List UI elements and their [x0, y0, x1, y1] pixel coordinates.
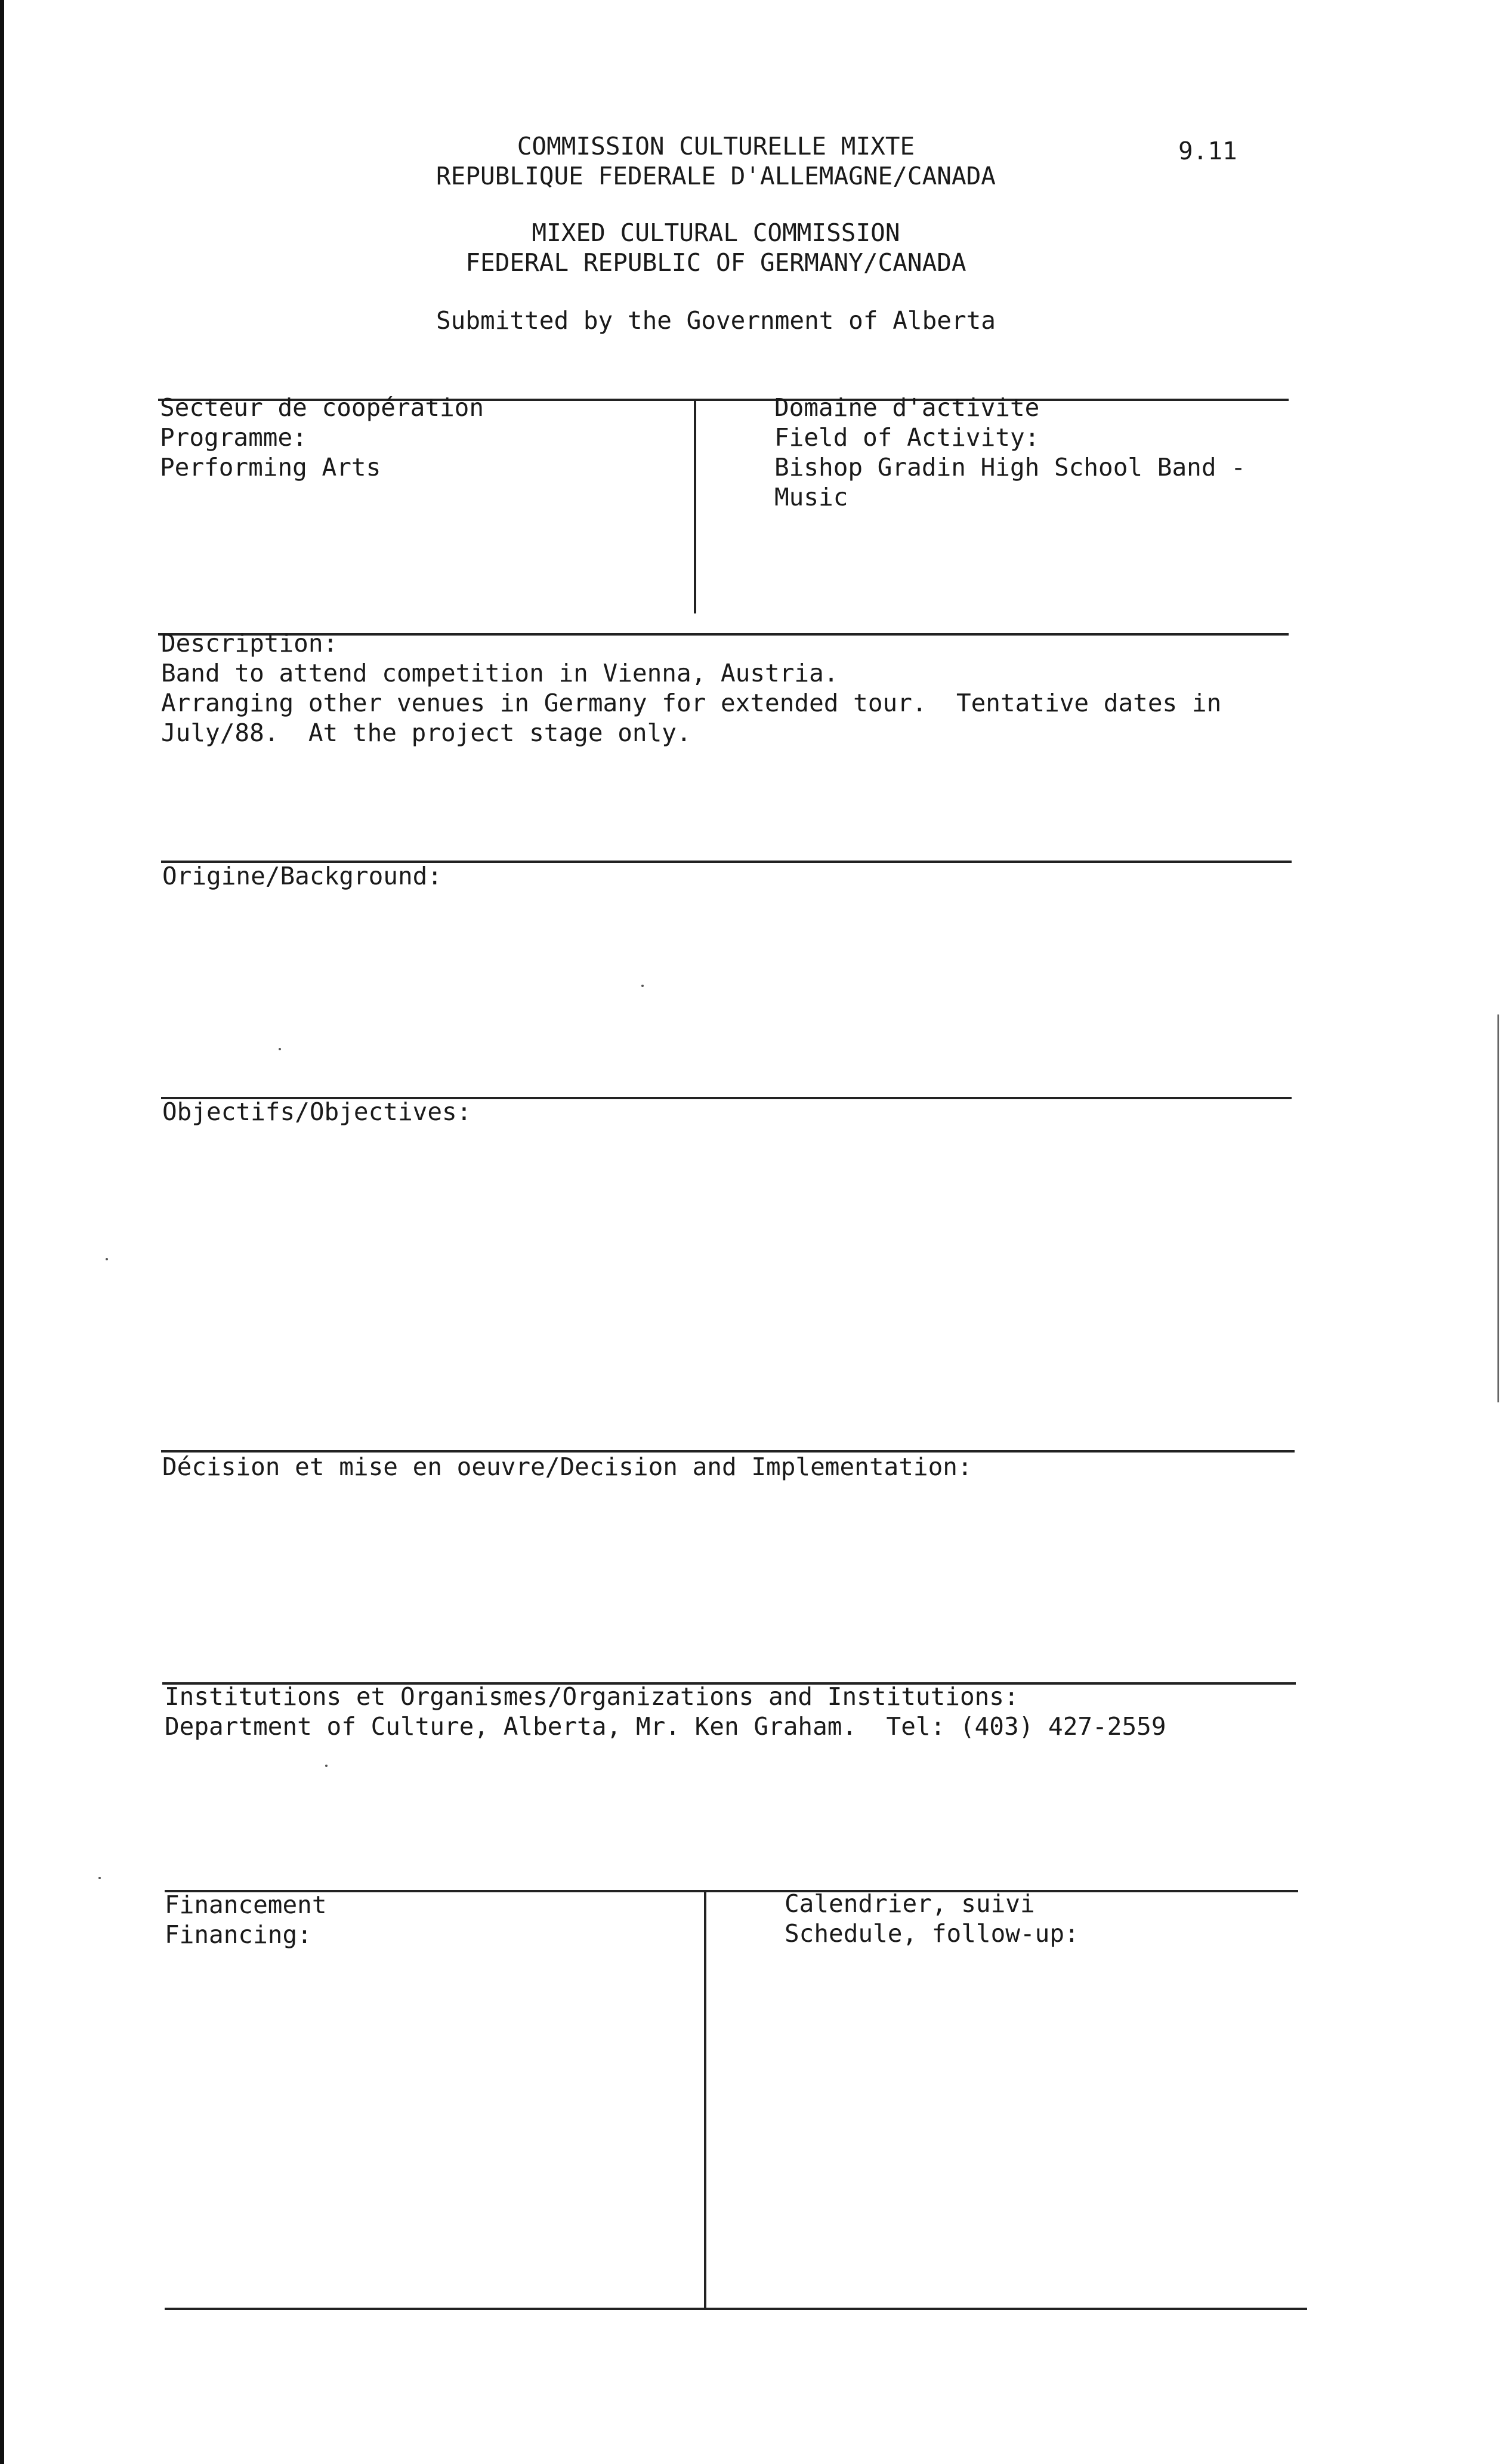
description-label: Description: [161, 629, 338, 658]
divider-financing [165, 1890, 1298, 1892]
field-of-activity-value-1: Bishop Gradin High School Band - [774, 453, 1246, 482]
column-divider-bottom [704, 1890, 706, 2308]
objectives-label: Objectifs/Objectives: [162, 1097, 472, 1126]
page-number: 9.11 [1178, 137, 1237, 165]
header-line-1: COMMISSION CULTURELLE MIXTE [517, 132, 915, 161]
scan-left-edge [0, 0, 4, 2464]
scan-speck [641, 985, 644, 987]
scan-speck [279, 1048, 281, 1050]
header-line-4: FEDERAL REPUBLIC OF GERMANY/CANADA [465, 248, 966, 277]
decision-label: Décision et mise en oeuvre/Decision and Implementation: [162, 1453, 972, 1481]
description-line-3: July/88. At the project stage only. [161, 718, 691, 747]
divider-bottom [165, 2308, 1307, 2310]
programme-label-en: Programme: [160, 423, 307, 452]
financing-label-fr: Financement [165, 1891, 327, 1919]
header-line-3: MIXED CULTURAL COMMISSION [532, 218, 900, 247]
institutions-value: Department of Culture, Alberta, Mr. Ken Graham. Tel: (403) 427-2559 [165, 1712, 1166, 1741]
scan-speck [325, 1765, 328, 1767]
schedule-label-en: Schedule, follow-up: [785, 1919, 1079, 1948]
field-of-activity-label-en: Field of Activity: [774, 423, 1040, 452]
description-line-2: Arranging other venues in Germany for extended tour. Tentative dates in [161, 689, 1222, 717]
scan-speck [98, 1877, 101, 1879]
field-of-activity-label-fr: Domaine d'activite [774, 393, 1040, 422]
field-of-activity-value-2: Music [774, 483, 848, 511]
schedule-label-fr: Calendrier, suivi [785, 1889, 1035, 1918]
background-label: Origine/Background: [162, 862, 442, 890]
financing-label-en: Financing: [165, 1920, 312, 1949]
programme-label-fr: Secteur de coopération [160, 393, 484, 422]
header-line-2: REPUBLIQUE FEDERALE D'ALLEMAGNE/CANADA [436, 162, 996, 190]
scan-speck [106, 1258, 108, 1260]
description-line-1: Band to attend competition in Vienna, Austria. [161, 659, 839, 687]
column-divider-top [694, 399, 696, 613]
submitted-by: Submitted by the Government of Alberta [436, 306, 996, 335]
institutions-label: Institutions et Organismes/Organizations and Institutions: [165, 1682, 1019, 1711]
scan-right-edge-mark [1497, 1014, 1499, 1402]
programme-value: Performing Arts [160, 453, 381, 482]
